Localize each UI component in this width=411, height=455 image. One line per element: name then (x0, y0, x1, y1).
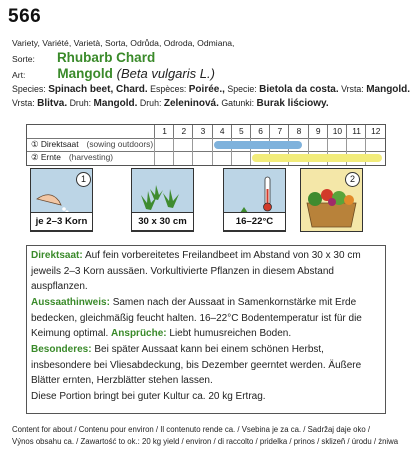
month-5: 5 (231, 125, 251, 138)
month-4: 4 (212, 125, 232, 138)
paragraph-special: Besonderes: Bei später Aussaat kann bei einem schönen Herbst, insbesondere bei Vliesabdeckung, bis Dezember geerntet werden. Äußere Blätter ernten, Herzblätter stehen lassen. (31, 344, 362, 386)
pictogram-sowing-label: je 2–3 Korn (30, 212, 93, 231)
footer-line-1: Content for about / Contenu pour environ / Il contenuto rende ca. / Vsebina je za ca. / Sadržaj daje oko / (12, 425, 371, 434)
calendar-header-row (27, 125, 385, 139)
paragraph-direct-sowing: Direktsaat: Auf fein vorbereitetes Freilandbeet im Abstand von 30 x 30 cm jeweils 2–3 Korn aussäen. Vorkultivierte Pflanzen in diesem Abstand auspflanzen. (31, 250, 361, 292)
species-name: Mangold (Beta vulgaris L.) (57, 66, 215, 81)
calendar-row-sowing (27, 138, 385, 152)
paragraph-yield: Diese Portion bringt bei guter Kultur ca. 20 kg Ertrag. (31, 391, 266, 402)
month-12: 12 (365, 125, 385, 138)
month-8: 8 (288, 125, 308, 138)
sorte-label: Sorte: (12, 54, 35, 64)
variety-line: Variety, Variété, Varietà, Sorta, Odrůda, Odroda, Odmiana, (12, 38, 235, 48)
instructions-box (26, 245, 386, 414)
latin-name: (Beta vulgaris L.) (116, 66, 215, 81)
month-6: 6 (250, 125, 270, 138)
calendar-row-label: ② Ernte (harvesting) (31, 152, 114, 162)
sorte-row (12, 50, 155, 65)
species-line-2: Vrsta: Blitva. Druh: Mangold. Druh: Zeleninová. Gatunki: Burak liściowy. (12, 98, 329, 109)
harvest-period-bar (252, 154, 382, 162)
sowing-period-bar (214, 141, 302, 149)
month-gridline (192, 138, 193, 165)
month-gridline (173, 138, 174, 165)
month-3: 3 (192, 125, 212, 138)
month-9: 9 (308, 125, 328, 138)
sowing-calendar (26, 124, 386, 166)
step-number: 1 (76, 172, 91, 187)
product-code: 566 (8, 6, 42, 27)
month-gridline (154, 138, 155, 165)
step-number: 2 (345, 172, 360, 187)
art-label: Art: (12, 70, 26, 80)
footer-line-2: Výnos obsahu ca. / Zawartość to ok.: 20 kg yield / environ / di raccolto / pridelka / prinos / sklizeň / úrodu / żniwa (12, 437, 399, 446)
art-row (12, 66, 215, 81)
species-line-1: Species: Spinach beet, Chard. Espèces: Poirée., Specie: Bietola da costa. Vrsta: Mangold. (12, 84, 411, 95)
month-2: 2 (173, 125, 193, 138)
calendar-row-label: ① Direktsaat (sowing outdoors) (31, 139, 154, 149)
variety-name: Rhubarb Chard (56, 50, 156, 65)
pictogram-temperature-label: 16–22°C (223, 212, 286, 231)
pictogram-harvest (300, 168, 363, 232)
paragraph-sowing-notes: Aussaathinweis: Samen nach der Aussaat in Samenkornstärke mit Erde bedecken, gleichmäßig feucht halten. 16–22°C Bodentemperatur ist für die Keimung optimal. Ansprüche: Liebt humusreichen Boden. (31, 297, 362, 339)
month-1: 1 (154, 125, 174, 138)
month-7: 7 (269, 125, 289, 138)
month-11: 11 (346, 125, 366, 138)
month-gridline (212, 138, 213, 165)
month-10: 10 (327, 125, 347, 138)
pictogram-spacing-label: 30 x 30 cm (131, 212, 194, 231)
